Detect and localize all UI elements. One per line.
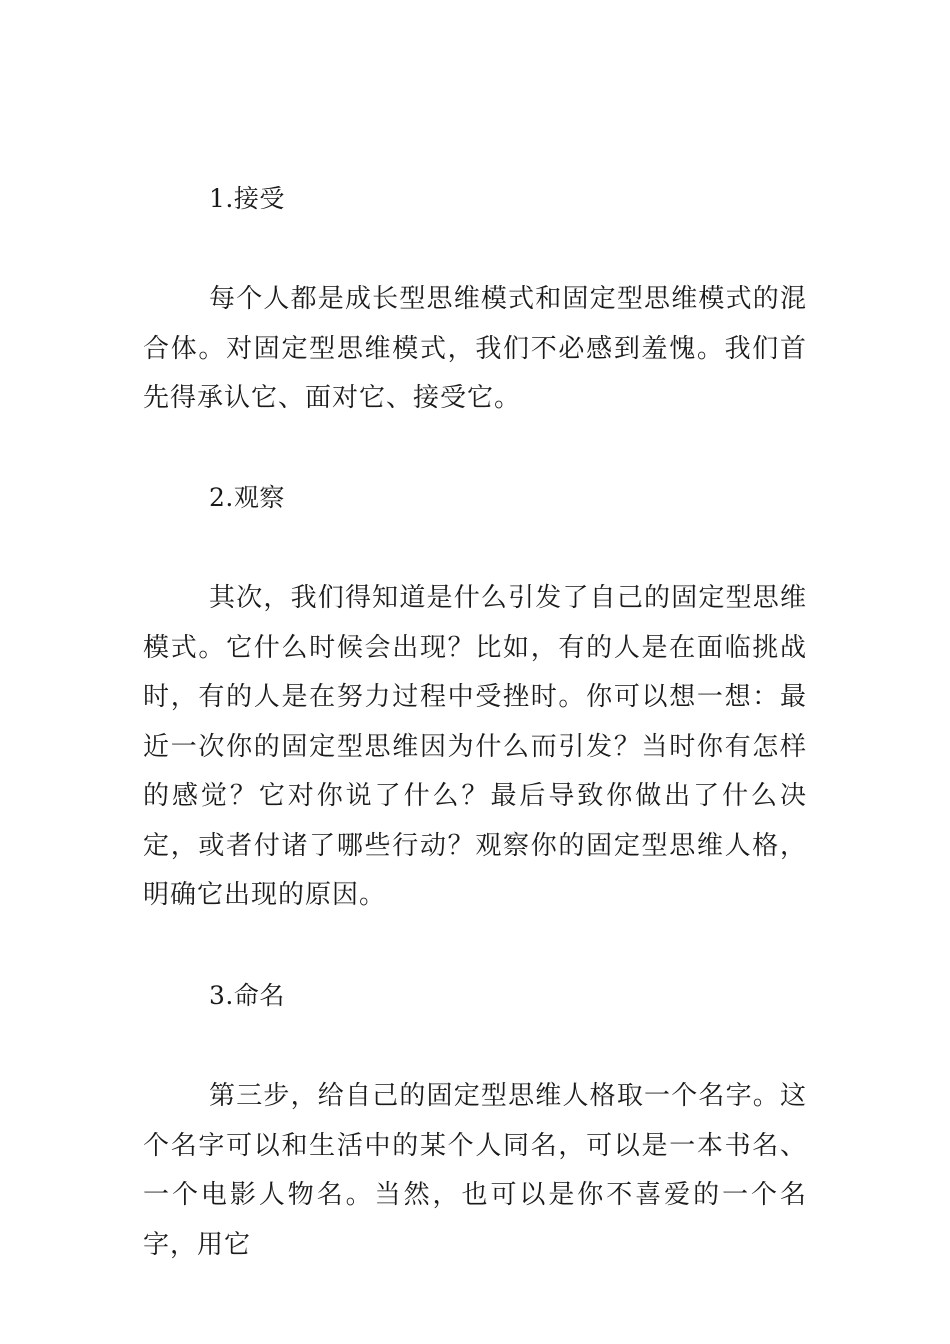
section-heading-observe: 2.观察	[209, 483, 285, 512]
section-paragraph-observe: 其次，我们得知道是什么引发了自己的固定型思维模式。它什么时候会出现？比如，有的人是在面临挑战时，有的人是在努力过程中受挫时。你可以想一想：最近一次你的固定型思维因为什么而引发？当时你有怎样的感觉？它对你说了什么？最后导致你做出了什么决定，或者付诸了哪些行动？观察你的固定型思维人格，明确它出现的原因。	[143, 583, 807, 910]
section-heading-accept: 1.接受	[209, 184, 285, 213]
section-heading-name: 3.命名	[209, 981, 285, 1010]
section-paragraph-name: 第三步，给自己的固定型思维人格取一个名字。这个名字可以和生活中的某个人同名，可以是一本书名、一个电影人物名。当然，也可以是你不喜爱的一个名字，用它	[143, 1081, 807, 1260]
section-paragraph-accept: 每个人都是成长型思维模式和固定型思维模式的混合体。对固定型思维模式，我们不必感到羞愧。我们首先得承认它、面对它、接受它。	[143, 284, 807, 413]
